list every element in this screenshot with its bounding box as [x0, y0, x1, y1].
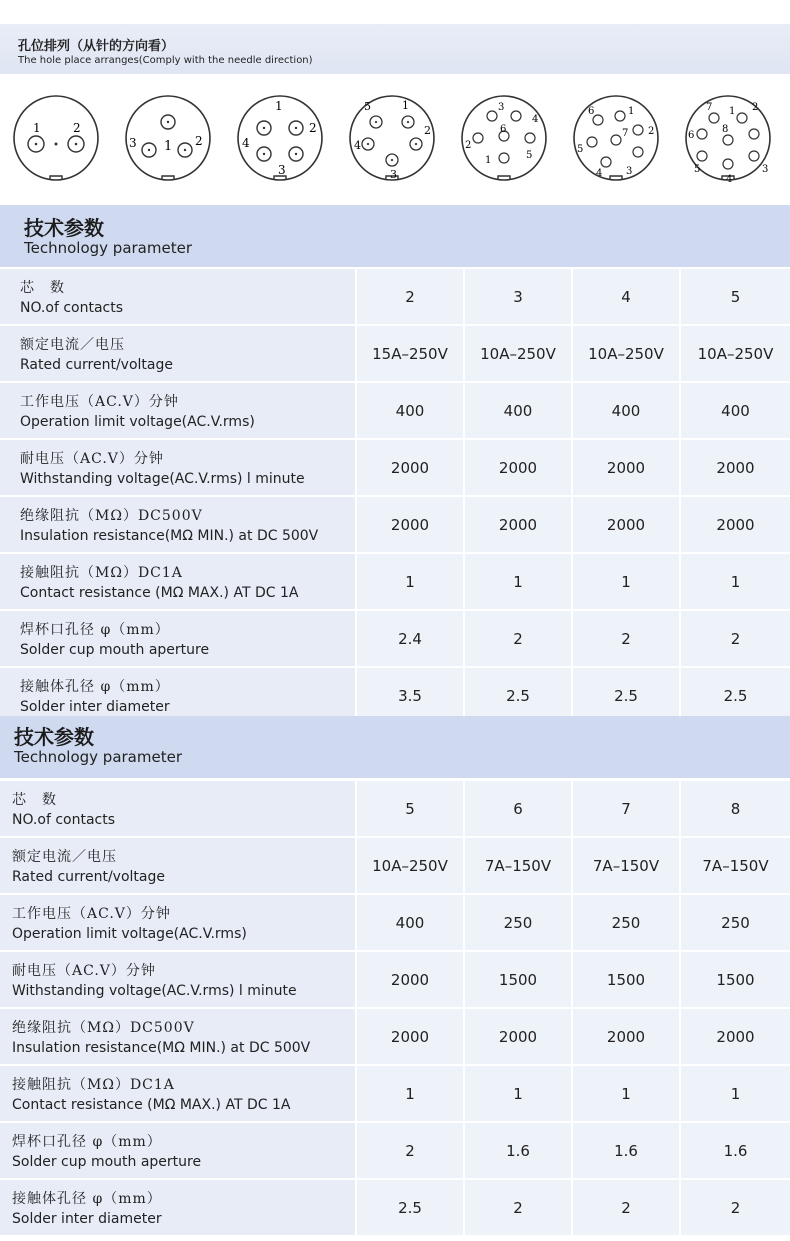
row-label [0, 1008, 356, 1065]
pin-label: 4 [596, 168, 603, 179]
table-cell: 400 [572, 382, 680, 439]
pin-label: 2 [752, 102, 759, 113]
tech-parameter-header [0, 205, 790, 267]
table-cell: 3.5 [356, 667, 464, 724]
pin-label: 4 [726, 174, 733, 184]
table-cell: 2000 [464, 439, 572, 496]
row-label [0, 325, 356, 382]
row-label-zh: 接触体孔径 φ（mm） [12, 1191, 162, 1207]
row-label [0, 1122, 356, 1179]
table-cell: 5 [680, 269, 790, 325]
row-label-zh: 绝缘阻抗（MΩ）DC500V [12, 1020, 195, 1036]
table-cell: 6 [464, 781, 572, 837]
row-label-en: Rated current/voltage [12, 869, 165, 885]
pin-label: 2 [309, 121, 317, 135]
pin-label: 3 [390, 168, 397, 181]
pin-label: 1 [628, 106, 635, 117]
row-label-zh: 接触阻抗（MΩ）DC1A [20, 565, 183, 581]
table-cell: 2.5 [464, 667, 572, 724]
table-cell: 2000 [572, 496, 680, 553]
pin-label: 2 [195, 134, 203, 148]
row-label-zh: 耐电压（AC.V）分钟 [12, 963, 156, 979]
pin-label: 8 [722, 124, 729, 135]
row-label-zh: 耐电压（AC.V）分钟 [20, 451, 164, 467]
row-label [0, 382, 356, 439]
row-label-en: Solder inter diameter [12, 1211, 162, 1227]
pin-label: 1 [485, 155, 492, 166]
row-label-en: NO.of contacts [12, 812, 116, 828]
table-cell: 2000 [356, 951, 464, 1008]
pin-label: 5 [577, 144, 584, 155]
table-row [0, 837, 790, 894]
pin-label: 1 [402, 99, 409, 112]
pin-label: 6 [500, 124, 507, 135]
pin-label: 3 [278, 163, 286, 177]
table-cell: 5 [356, 781, 464, 837]
pin-label: 2 [73, 121, 81, 135]
table-cell: 1 [464, 1065, 572, 1122]
tech-parameter-title-en: Technology parameter [24, 239, 192, 257]
pin-diagram-8 [682, 92, 774, 184]
pin-label: 1 [729, 106, 736, 117]
pin-diagram-3 [122, 92, 214, 184]
tech-parameter-table [0, 269, 790, 725]
pin-label: 5 [364, 100, 371, 113]
row-label-en: Operation limit voltage(AC.V.rms) [12, 926, 247, 942]
table-cell: 1500 [464, 951, 572, 1008]
row-label [0, 894, 356, 951]
pin-label: 2 [648, 126, 655, 137]
pin-label: 6 [588, 106, 595, 117]
row-label-zh: 绝缘阻抗（MΩ）DC500V [20, 508, 203, 524]
table-row [0, 553, 790, 610]
row-label-en: Operation limit voltage(AC.V.rms) [20, 414, 255, 430]
table-cell: 2000 [356, 439, 464, 496]
table-cell: 8 [680, 781, 790, 837]
pin-label: 2 [424, 124, 431, 137]
table-cell: 2.5 [572, 667, 680, 724]
tech-parameter-title-zh: 技术参数 [14, 725, 94, 749]
table-cell: 2000 [680, 439, 790, 496]
pin-label: 3 [626, 166, 633, 177]
row-label-zh: 工作电压（AC.V）分钟 [12, 906, 171, 922]
table-cell: 15A–250V [356, 325, 464, 382]
row-label-en: Contact resistance (MΩ MAX.) AT DC 1A [12, 1097, 291, 1113]
pin-label: 5 [526, 150, 533, 161]
table-cell: 2000 [464, 1008, 572, 1065]
tech-parameter-title-en: Technology parameter [14, 748, 182, 766]
row-label-zh: 额定电流／电压 [20, 337, 125, 353]
table-cell: 2 [464, 610, 572, 667]
table-row [0, 1122, 790, 1179]
pin-label: 1 [164, 139, 173, 154]
pin-label: 1 [33, 121, 41, 135]
row-label-zh: 焊杯口孔径 φ（mm） [20, 622, 170, 638]
pin-label: 3 [498, 102, 505, 113]
table-cell: 1 [680, 553, 790, 610]
table-row [0, 781, 790, 837]
row-label-zh: 额定电流／电压 [12, 849, 117, 865]
row-label-en: Rated current/voltage [20, 357, 173, 373]
row-label-en: Solder cup mouth aperture [12, 1154, 202, 1170]
table-cell: 1 [572, 1065, 680, 1122]
pin-label: 1 [275, 99, 283, 113]
pin-diagram-5 [346, 92, 438, 184]
row-label-en: Solder inter diameter [20, 699, 170, 715]
table-row [0, 951, 790, 1008]
table-row [0, 1179, 790, 1236]
table-cell: 3 [464, 269, 572, 325]
row-label-zh: 工作电压（AC.V）分钟 [20, 394, 179, 410]
table-cell: 7A–150V [464, 837, 572, 894]
table-cell: 250 [464, 894, 572, 951]
table-cell: 1.6 [464, 1122, 572, 1179]
table-cell: 2000 [680, 1008, 790, 1065]
table-cell: 400 [680, 382, 790, 439]
pin-label: 5 [694, 164, 701, 175]
row-label [0, 496, 356, 553]
table-cell: 7A–150V [572, 837, 680, 894]
table-row [0, 1065, 790, 1122]
table-row [0, 439, 790, 496]
row-label-zh: 焊杯口孔径 φ（mm） [12, 1134, 162, 1150]
table-row [0, 382, 790, 439]
pin-label: 3 [129, 136, 137, 150]
table-cell: 2000 [572, 439, 680, 496]
pin-diagram-7 [570, 92, 662, 184]
table-cell: 1.6 [572, 1122, 680, 1179]
table-row [0, 325, 790, 382]
pin-label: 7 [622, 128, 629, 139]
table-cell: 2.4 [356, 610, 464, 667]
table-cell: 1500 [680, 951, 790, 1008]
table-cell: 1 [356, 553, 464, 610]
row-label-zh: 接触阻抗（MΩ）DC1A [12, 1077, 175, 1093]
hole-arrangement-title-en: The hole place arranges(Comply with the needle direction) [18, 55, 313, 66]
row-label-en: Withstanding voltage(AC.V.rms) l minute [12, 983, 297, 999]
row-label-en: Withstanding voltage(AC.V.rms) l minute [20, 471, 305, 487]
table-cell: 2 [356, 1122, 464, 1179]
table-cell: 1 [356, 1065, 464, 1122]
row-label [0, 1065, 356, 1122]
table-cell: 2000 [356, 1008, 464, 1065]
pin-label: 2 [465, 140, 472, 151]
table-cell: 2000 [572, 1008, 680, 1065]
table-cell: 250 [680, 894, 790, 951]
hole-arrangement-header [0, 24, 790, 74]
pin-diagram-4 [234, 92, 326, 184]
table-row [0, 610, 790, 667]
row-label [0, 439, 356, 496]
pin-diagrams [0, 80, 790, 190]
row-label [0, 1179, 356, 1236]
row-label-en: Insulation resistance(MΩ MIN.) at DC 500V [20, 528, 319, 544]
table-cell: 10A–250V [572, 325, 680, 382]
row-label-en: Contact resistance (MΩ MAX.) AT DC 1A [20, 585, 299, 601]
table-cell: 1 [572, 553, 680, 610]
pin-label: 6 [688, 130, 695, 141]
pin-label: 4 [532, 114, 539, 125]
row-label [0, 553, 356, 610]
table-cell: 1 [680, 1065, 790, 1122]
table-row [0, 894, 790, 951]
pin-label: 7 [706, 102, 713, 113]
row-label-zh: 芯 数 [20, 280, 65, 296]
table-cell: 10A–250V [356, 837, 464, 894]
row-label-zh: 接触体孔径 φ（mm） [20, 679, 170, 695]
table-cell: 7A–150V [680, 837, 790, 894]
table-cell: 1 [464, 553, 572, 610]
tech-parameter-header [0, 716, 790, 778]
table-cell: 2.5 [680, 667, 790, 724]
tech-parameter-title-zh: 技术参数 [24, 216, 104, 240]
table-cell: 2.5 [356, 1179, 464, 1236]
table-cell: 400 [356, 894, 464, 951]
pin-diagram-6 [458, 92, 550, 184]
table-cell: 4 [572, 269, 680, 325]
hole-arrangement-title-zh: 孔位排列（从针的方向看） [18, 39, 175, 54]
table-cell: 1.6 [680, 1122, 790, 1179]
table-cell: 7 [572, 781, 680, 837]
table-cell: 2000 [356, 496, 464, 553]
table-cell: 10A–250V [680, 325, 790, 382]
table-row [0, 1008, 790, 1065]
table-cell: 2 [572, 610, 680, 667]
row-label-zh: 芯 数 [12, 792, 57, 808]
table-row [0, 269, 790, 325]
table-cell: 2000 [464, 496, 572, 553]
table-cell: 400 [464, 382, 572, 439]
pin-label: 3 [762, 164, 769, 175]
table-row [0, 496, 790, 553]
table-cell: 10A–250V [464, 325, 572, 382]
table-cell: 400 [356, 382, 464, 439]
pin-label: 4 [242, 136, 250, 150]
tech-parameter-table [0, 781, 790, 1237]
pin-label: 4 [354, 139, 361, 152]
row-label-en: NO.of contacts [20, 300, 124, 316]
table-cell: 1500 [572, 951, 680, 1008]
table-cell: 2 [680, 610, 790, 667]
table-cell: 2 [464, 1179, 572, 1236]
row-label [0, 269, 356, 325]
row-label [0, 781, 356, 837]
table-cell: 2 [356, 269, 464, 325]
table-cell: 2 [572, 1179, 680, 1236]
table-cell: 2000 [680, 496, 790, 553]
table-cell: 2 [680, 1179, 790, 1236]
row-label-en: Insulation resistance(MΩ MIN.) at DC 500V [12, 1040, 311, 1056]
table-cell: 250 [572, 894, 680, 951]
pin-diagram-2 [10, 92, 102, 184]
row-label [0, 610, 356, 667]
row-label-en: Solder cup mouth aperture [20, 642, 210, 658]
row-label [0, 951, 356, 1008]
row-label [0, 837, 356, 894]
